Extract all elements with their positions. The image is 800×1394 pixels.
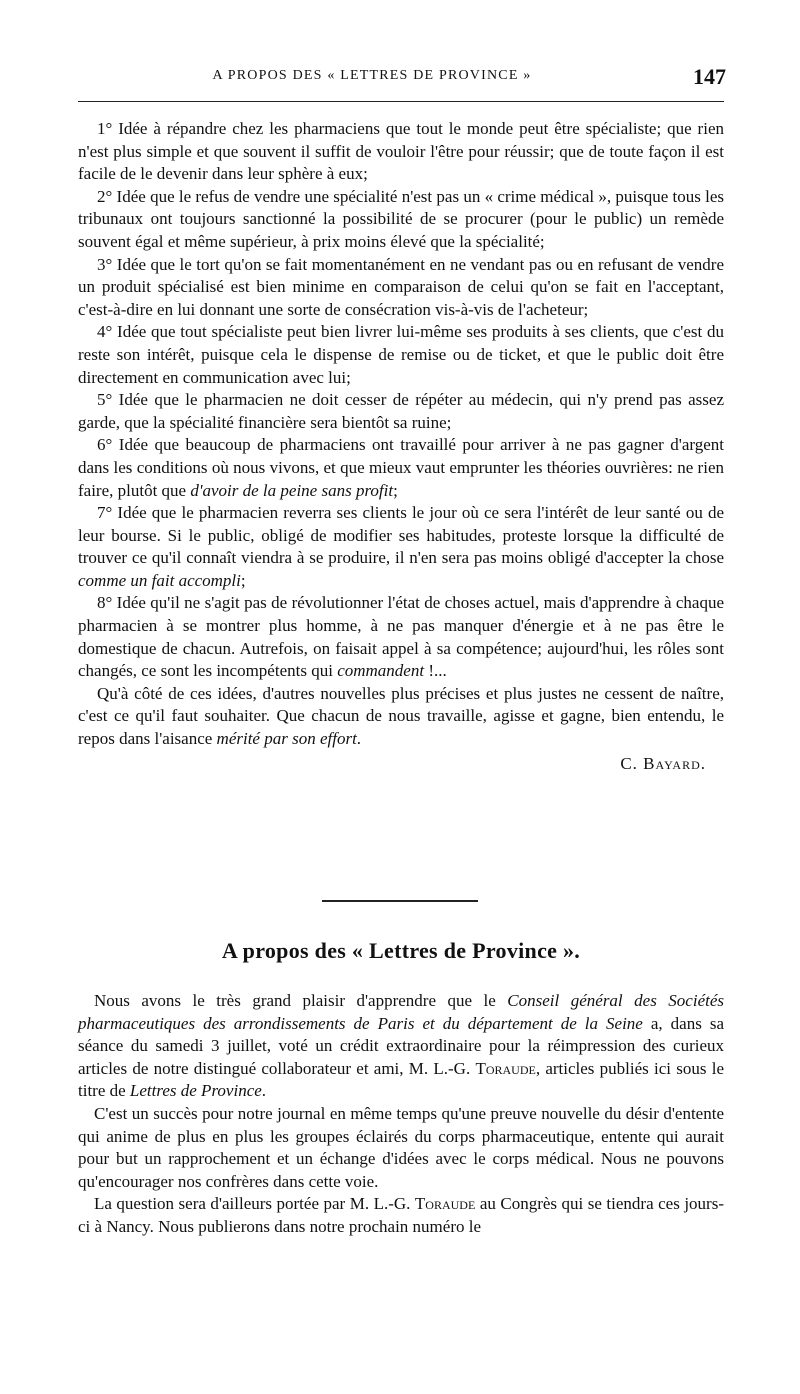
idea-1 bbox=[78, 118, 724, 186]
text-run: au Congrès qui se tiendra ces jours-ci à Nancy. Nous publierons dans notre prochain numéro le bbox=[78, 1194, 724, 1236]
conclusion-emphasis: mérité par son effort bbox=[216, 729, 357, 749]
section-paragraph-3 bbox=[78, 1193, 724, 1238]
idea-text: 6° Idée que beaucoup de pharmaciens ont travaillé pour arriver à ne pas gagner d'argent dans les conditions où nous vivons, et que mieux vaut emprunter les théories ouvrières: ne rien faire, plutôt que bbox=[78, 435, 724, 500]
idea-tail: !... bbox=[424, 661, 447, 681]
idea-text: 3° Idée que le tort qu'on se fait momentanément en ne vendant pas ou en refusant de vendre un produit spécialisé est bien minime en comparaison de celui qu'on se fait en l'acceptant, c'est-à-dire en lui donnant une sorte de consécration vis-à-vis de l'acheteur; bbox=[78, 254, 724, 319]
idea-8 bbox=[78, 592, 724, 682]
idea-tail: ; bbox=[393, 480, 398, 500]
header-rule bbox=[78, 101, 724, 102]
section-paragraph-1 bbox=[78, 990, 724, 1103]
section-paragraph-2: C'est un succès pour notre journal en même temps qu'une preuve nouvelle du désir d'entente qui anime de plus en plus les groupes éclairés du corps pharmaceutique, entente qui aurait pour but un rapprochement et un échange d'idées avec le corps médical. Nous ne pouvons qu'encourager nos confrères dans cette voie. bbox=[78, 1103, 724, 1191]
section-body bbox=[78, 990, 724, 1239]
idea-tail: ; bbox=[240, 570, 246, 590]
idea-text: 1° Idée à répandre chez les pharmaciens que tout le monde peut être spécialiste; que rien n'est plus simple et que souvent il suffit de vouloir l'être pour réussir; que de toute façon il est facile de le devenir dans leur sphère à eux; bbox=[78, 119, 724, 184]
idea-emphasis: d'avoir de la peine sans profit bbox=[190, 480, 394, 500]
conclusion-paragraph bbox=[78, 683, 724, 751]
series-title: Lettres de Province bbox=[129, 1081, 262, 1101]
council-name: Conseil général des Sociétés pharmaceutiques des arrondissements de Paris et du département de la Seine bbox=[78, 991, 724, 1033]
idea-5 bbox=[78, 389, 724, 434]
text-run: a, dans sa séance du samedi 3 juillet, voté un crédit extraordinaire pour la réimpression des curieux articles de notre distingué collaborateur et ami, M. L.-G. bbox=[78, 1013, 724, 1078]
text-run: . bbox=[261, 1081, 267, 1101]
section-title: A propos des « Lettres de Province ». bbox=[221, 938, 581, 963]
idea-text: 8° Idée qu'il ne s'agit pas de révolutionner l'état de choses actuel, mais d'apprendre à chaque pharmacien à se montrer plus homme, à ne pas manquer d'énergie et à ne pas être le domestique de chacun. Autrefois, on faisait appel à sa compétence; aujourd'hui, les rôles sont changés, ce sont les incompétents qui bbox=[78, 593, 724, 681]
author-name: Toraude bbox=[414, 1194, 476, 1214]
idea-3 bbox=[78, 254, 724, 322]
page-number: 147 bbox=[693, 64, 726, 89]
text-run: Nous avons le très grand plaisir d'apprendre que le bbox=[94, 991, 508, 1010]
conclusion-text: Qu'à côté de ces idées, d'autres nouvelles plus précises et plus justes ne cessent de naître, c'est ce qu'il faut souhaiter. Que chacun de nous travaille, agisse et gagne, bien entendu, le repos dans l'aisance bbox=[78, 683, 724, 749]
ideas-block bbox=[78, 118, 724, 775]
idea-6 bbox=[78, 434, 724, 502]
idea-text: 5° Idée que le pharmacien ne doit cesser de répéter au médecin, qui n'y prend pas assez garde, que la spécialité financière sera bientôt sa ruine; bbox=[78, 390, 724, 432]
text-run: La question sera d'ailleurs portée par M. L.-G. bbox=[94, 1194, 415, 1214]
author-signature: C. Bayard. bbox=[620, 753, 706, 773]
idea-7 bbox=[78, 502, 724, 592]
idea-2 bbox=[78, 186, 724, 254]
idea-emphasis: commandent bbox=[337, 661, 425, 681]
author-name: Toraude bbox=[475, 1058, 536, 1078]
running-head bbox=[78, 64, 726, 92]
idea-text: 2° Idée que le refus de vendre une spécialité n'est pas un « crime médical », puisque tous les tribunaux ont toujours sanctionné la possibilité de se procurer (pour le public) un remède souvent égal et même supérieur, à prix moins élevé que la spécialité; bbox=[78, 186, 724, 251]
idea-emphasis: comme un fait accompli bbox=[78, 570, 241, 590]
conclusion-tail: . bbox=[356, 729, 362, 749]
section-divider bbox=[322, 900, 478, 902]
idea-4 bbox=[78, 321, 724, 389]
running-title: A PROPOS DES « LETTRES DE PROVINCE » bbox=[212, 68, 532, 83]
idea-text: 7° Idée que le pharmacien reverra ses clients le jour où ce sera l'intérêt de leur santé ou de leur bourse. Si le public, obligé de modifier ses habitudes, proteste lorsque la difficulté de trouver ce qu'il connaît viendra à se produire, il n'en sera pas moins obligé d'accepter la chose bbox=[78, 503, 724, 568]
idea-text: 4° Idée que tout spécialiste peut bien livrer lui-même ses produits à ses clients, que c'est du reste son intérêt, puisque cela le dispense de remise ou de ticket, et que le public doit être directement en communication avec lui; bbox=[78, 322, 724, 387]
text-run: , articles publiés ici sous le titre de bbox=[78, 1058, 724, 1101]
